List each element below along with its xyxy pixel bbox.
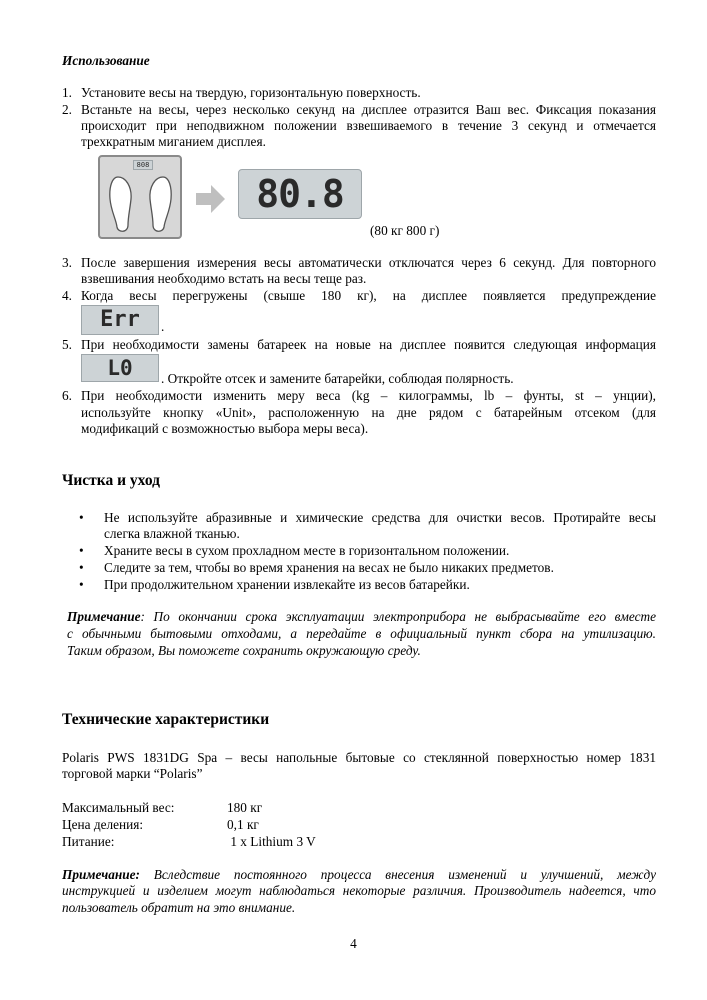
list-item-text: Встаньте на весы, через несколько секунд на дисплее отразится Ваш вес. Фиксация показания	[81, 102, 656, 117]
list-item-text: Следите за тем, чтобы во время хранения на весах не было никаких предметов.	[104, 560, 554, 575]
feet-icon	[104, 169, 178, 237]
mini-display-value: 808	[136, 161, 150, 169]
specs-heading: Технические характеристики	[62, 711, 270, 728]
usage-heading: Использование	[62, 53, 150, 68]
specs-intro: торговой марки “Polaris”	[62, 766, 203, 781]
list-item-text: .	[161, 319, 165, 334]
list-item-text: При продолжительном хранении извлекайте из весов батарейки.	[104, 577, 470, 592]
note-line: Таким образом, Вы поможете сохранить окружающую среду.	[67, 643, 421, 658]
page-number: 4	[350, 936, 357, 951]
note-line: с обычными бытовыми отходами, а передайте в официальный пункт сбора на утилизацию.	[67, 626, 656, 641]
list-number: 5.	[62, 337, 72, 352]
note-line: пользователь обратит на это внимание.	[62, 900, 296, 915]
note-line	[67, 609, 656, 626]
list-item-text: слегка влажной тканью.	[104, 526, 240, 541]
error-display	[81, 305, 159, 335]
note-label: Примечание	[67, 609, 141, 624]
list-item-text: При необходимости изменить меру веса (kg – килограммы, lb – фунты, st – унции),	[81, 388, 656, 403]
list-number: 4.	[62, 288, 72, 303]
spec-value: 0,1 кг	[227, 817, 259, 832]
list-item-text: После завершения измерения весы автоматически отключатся через 6 секунд. Для повторного	[81, 255, 656, 270]
note-text: Вследствие постоянного процесса внесения изменений и улучшений, между	[139, 867, 656, 882]
spec-label: Максимальный вес:	[62, 800, 175, 815]
scale-illustration	[98, 155, 182, 239]
arrow-right-icon	[196, 184, 226, 214]
bullet-icon: •	[79, 560, 84, 575]
list-number: 6.	[62, 388, 72, 403]
weight-display-value: 80.8	[256, 172, 344, 216]
list-item-text: При необходимости замены батареек на новые на дисплее появится следующая информация	[81, 337, 656, 352]
spec-label: Цена деления:	[62, 817, 144, 832]
list-item-text: Когда весы перегружены (свыше 180 кг), на дисплее появляется предупреждение	[81, 288, 656, 303]
list-number: 1.	[62, 85, 72, 100]
spec-value: 1 x Lithium 3 V	[227, 834, 316, 849]
list-item-text: Установите весы на твердую, горизонтальную поверхность.	[81, 85, 421, 100]
weight-display	[238, 169, 362, 219]
list-number: 2.	[62, 102, 72, 117]
list-item-text: трехкратным миганием дисплея.	[81, 134, 266, 149]
spec-value: 180 кг	[227, 800, 263, 815]
cleaning-heading: Чистка и уход	[62, 472, 160, 489]
note-line	[62, 867, 656, 884]
low-battery-display-value: L0	[107, 356, 133, 380]
list-item-text: происходит при неподвижном положении взвешиваемого в течение 3 секунд и отмечается	[81, 118, 656, 133]
list-item-text: используйте кнопку «Unit», расположенную на дне рядом с батарейным отсеком (для	[81, 405, 656, 420]
weight-caption: (80 кг 800 г)	[370, 223, 440, 238]
bullet-icon: •	[79, 577, 84, 592]
error-display-value: Err	[100, 307, 140, 332]
list-item-text: Не используйте абразивные и химические средства для очистки весов. Протирайте весы	[104, 510, 656, 525]
list-item-text: взвешивания необходимо встать на весы теще раз.	[81, 271, 367, 286]
list-number: 3.	[62, 255, 72, 270]
list-item-text: . Откройте отсек и замените батарейки, соблюдая полярность.	[161, 371, 514, 386]
list-item-text: модификаций с возможностью выбора меры веса).	[81, 421, 369, 436]
list-item-text: Храните весы в сухом прохладном месте в горизонтальном положении.	[104, 543, 510, 558]
spec-label: Питание:	[62, 834, 115, 849]
note-text: : По окончании срока эксплуатации электроприбора не выбрасывайте его вместе	[140, 609, 656, 624]
note-line: инструкцией и изделием могут наблюдаться некоторые различия. Производитель надеется, что	[62, 883, 656, 898]
note-label: Примечание:	[62, 867, 140, 882]
bullet-icon: •	[79, 543, 84, 558]
bullet-icon: •	[79, 510, 84, 525]
low-battery-display	[81, 354, 159, 382]
specs-intro: Polaris PWS 1831DG Spa – весы напольные бытовые со стеклянной поверхностью номер 1831	[62, 750, 656, 765]
